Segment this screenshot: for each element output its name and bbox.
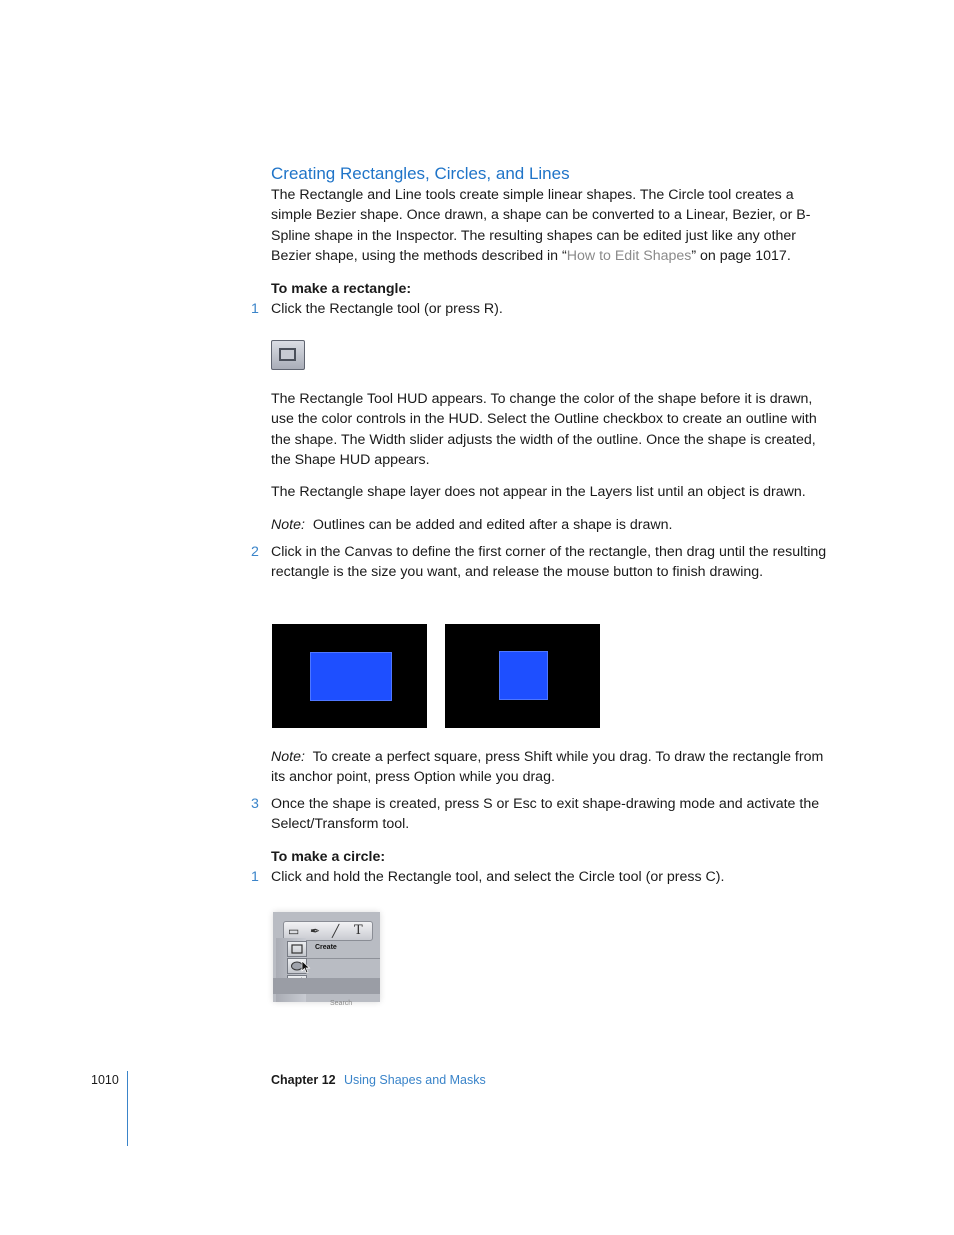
intro-text: The Rectangle and Line tools create simple linear shapes. The Circle tool creates a simple Bezier shape. Once drawn, a shape can be converted to a Linear, Bezier, or B-Spline shape in the Inspector. The resulting shapes can be edited just like any other Bezier shape, using the methods described in “ xyxy=(271,187,811,265)
section-heading: Creating Rectangles, Circles, and Lines xyxy=(271,164,570,183)
text-tool-icon: T xyxy=(354,923,363,938)
search-label: Search xyxy=(330,1000,353,1007)
note-perfect-square xyxy=(271,747,831,788)
rectangle-step-3: Once the shape is created, press S or Esc to exit shape-drawing mode and activate the Select/Transform tool. xyxy=(271,796,820,833)
circle-step-1: Click and hold the Rectangle tool, and select the Circle tool (or press C). xyxy=(271,869,725,885)
create-label: Create xyxy=(315,944,337,951)
rectangle-step-2: Click in the Canvas to define the first corner of the rectangle, then drag until the resulting rectangle is the size you want, and release the mouse button to finish drawing. xyxy=(271,544,827,581)
rectangle-step-1: Click the Rectangle tool (or press R). xyxy=(271,301,503,317)
rectangle-tool-icon xyxy=(271,340,305,370)
hud-paragraph: The Rectangle Tool HUD appears. To change the color of the shape before it is drawn, use the color controls in the HUD. Select the Outline checkbox to create an outline with the shape. The Width slider adjusts the width of the outline. Once the shape is created, the Shape HUD appears. xyxy=(271,391,817,469)
canvas-square-image xyxy=(445,624,600,728)
mouse-pointer-icon xyxy=(301,960,311,974)
step-number: 1 xyxy=(251,869,259,885)
intro-paragraph xyxy=(271,185,831,267)
note-text: Outlines can be added and edited after a shape is drawn. xyxy=(312,517,673,533)
note-label: Note: xyxy=(271,517,305,533)
footer-divider xyxy=(127,1071,128,1146)
bezier-icon: ✒ xyxy=(310,924,321,938)
note-outlines xyxy=(271,515,831,535)
rectangle-procedure-title: To make a rectangle: xyxy=(271,281,412,297)
rectangle-icon: ▭ xyxy=(288,924,300,938)
rectangle-tool-option xyxy=(287,941,307,957)
how-to-edit-shapes-link[interactable]: How to Edit Shapes xyxy=(566,248,692,265)
step-number: 2 xyxy=(251,544,259,560)
layers-paragraph: The Rectangle shape layer does not appear in the Layers list until an object is drawn. xyxy=(271,484,806,500)
footer-chapter-title: Using Shapes and Masks xyxy=(344,1073,486,1087)
circle-procedure-title: To make a circle: xyxy=(271,849,386,865)
page-number: 1010 xyxy=(91,1073,119,1087)
intro-text-end: ” on page 1017. xyxy=(691,248,791,265)
shape-tool-menu-screenshot xyxy=(273,912,380,1007)
note-label: Note: xyxy=(271,749,305,765)
drawn-square xyxy=(499,651,548,700)
paint-stroke-icon: ╱ xyxy=(332,924,340,938)
drawn-rectangle xyxy=(310,652,392,701)
note-text: To create a perfect square, press Shift while you drag. To draw the rectangle from its anchor point, press Option while you drag. xyxy=(271,749,824,786)
footer-chapter: Chapter 12 xyxy=(271,1073,336,1087)
step-number: 1 xyxy=(251,301,259,317)
step-number: 3 xyxy=(251,796,259,812)
canvas-rectangle-image xyxy=(272,624,427,728)
